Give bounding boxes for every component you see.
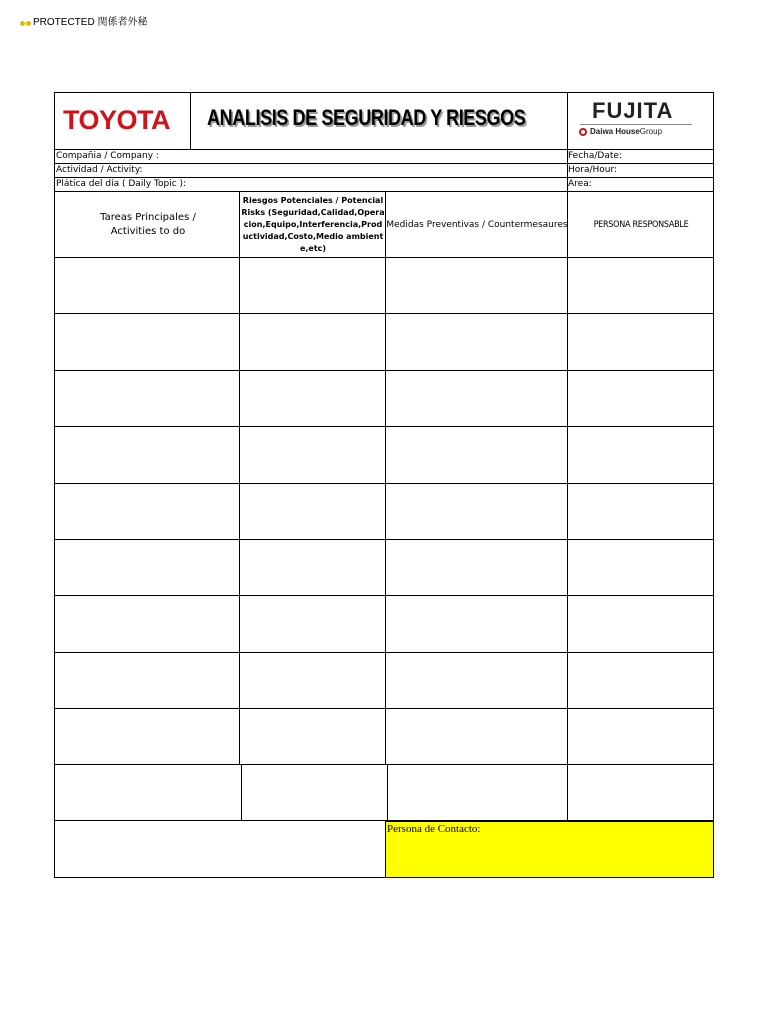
risk-cell[interactable] xyxy=(240,540,385,595)
form-title: ANALISIS DE SEGURIDAD Y RIESGOS xyxy=(207,105,526,130)
company-label: Compañia / Company : xyxy=(56,151,159,161)
task-cell[interactable] xyxy=(55,484,239,539)
responsible-cell[interactable] xyxy=(568,258,713,313)
responsible-cell[interactable] xyxy=(568,427,713,483)
topic-label: Plática del día ( Daily Topic ): xyxy=(56,179,187,189)
risk-analysis-form xyxy=(54,92,714,878)
task-cell[interactable] xyxy=(55,258,239,313)
responsible-cell[interactable] xyxy=(568,765,713,820)
daiwa-group: Group xyxy=(639,127,663,136)
risk-cell[interactable] xyxy=(240,258,385,313)
classification-label xyxy=(20,17,147,29)
responsible-cell[interactable] xyxy=(568,709,713,764)
task-cell[interactable] xyxy=(55,314,239,370)
classification-text: PROTECTED 関係者外秘 xyxy=(33,17,148,28)
contact-person-label: Persona de Contacto: xyxy=(387,823,481,835)
risk-cell[interactable] xyxy=(240,653,385,708)
risk-cell[interactable] xyxy=(240,596,385,652)
notes-cell[interactable] xyxy=(55,821,385,877)
date-label: Fecha/Date: xyxy=(568,151,622,161)
responsible-cell[interactable] xyxy=(568,314,713,370)
contact-person-field[interactable] xyxy=(385,821,714,878)
responsible-cell[interactable] xyxy=(568,371,713,426)
toyota-logo: TOYOTA xyxy=(63,105,171,135)
measures-column-header: Medidas Preventivas / Countermesaures xyxy=(386,220,568,230)
measure-cell[interactable] xyxy=(386,596,567,652)
measure-cell[interactable] xyxy=(386,709,567,764)
activity-row xyxy=(54,164,714,178)
company-row xyxy=(54,150,714,164)
task-cell[interactable] xyxy=(55,371,239,426)
risk-cell[interactable] xyxy=(240,314,385,370)
responsible-cell[interactable] xyxy=(568,596,713,652)
daiwa-name: Daiwa House xyxy=(590,127,640,136)
hour-label: Hora/Hour: xyxy=(568,165,618,175)
responsible-cell[interactable] xyxy=(568,540,713,595)
measure-cell[interactable] xyxy=(388,765,567,820)
topic-row xyxy=(54,178,714,192)
task-cell[interactable] xyxy=(55,596,239,652)
responsible-cell[interactable] xyxy=(568,653,713,708)
classification-dots-icon xyxy=(20,21,32,26)
measure-cell[interactable] xyxy=(386,371,567,426)
measure-cell[interactable] xyxy=(386,258,567,313)
tasks-column-header: Tareas Principales / Activities to do xyxy=(100,212,196,237)
task-cell[interactable] xyxy=(55,653,239,708)
task-cell[interactable] xyxy=(55,540,239,595)
risk-cell[interactable] xyxy=(240,709,385,764)
risk-cell[interactable] xyxy=(240,427,385,483)
measure-cell[interactable] xyxy=(386,314,567,370)
measure-cell[interactable] xyxy=(386,653,567,708)
task-cell[interactable] xyxy=(55,427,239,483)
fujita-logo: FUJITA xyxy=(592,98,674,123)
risk-cell[interactable] xyxy=(240,371,385,426)
activity-label: Actividad / Activity: xyxy=(56,165,143,175)
task-cell[interactable] xyxy=(55,765,241,820)
responsible-cell[interactable] xyxy=(568,484,713,539)
task-cell[interactable] xyxy=(55,709,239,764)
measure-cell[interactable] xyxy=(386,540,567,595)
measure-cell[interactable] xyxy=(386,427,567,483)
measure-cell[interactable] xyxy=(386,484,567,539)
risk-cell[interactable] xyxy=(240,484,385,539)
responsible-column-header: PERSONA RESPONSABLE xyxy=(593,220,689,230)
risk-cell[interactable] xyxy=(242,765,387,820)
risks-column-header: Riesgos Potenciales / Potencial Risks (Seguridad,Calidad,Operacion,Equipo,Interferencia,Productividad,Costo,Medio ambiente,etc) xyxy=(241,196,385,253)
area-label: Area: xyxy=(568,179,592,189)
